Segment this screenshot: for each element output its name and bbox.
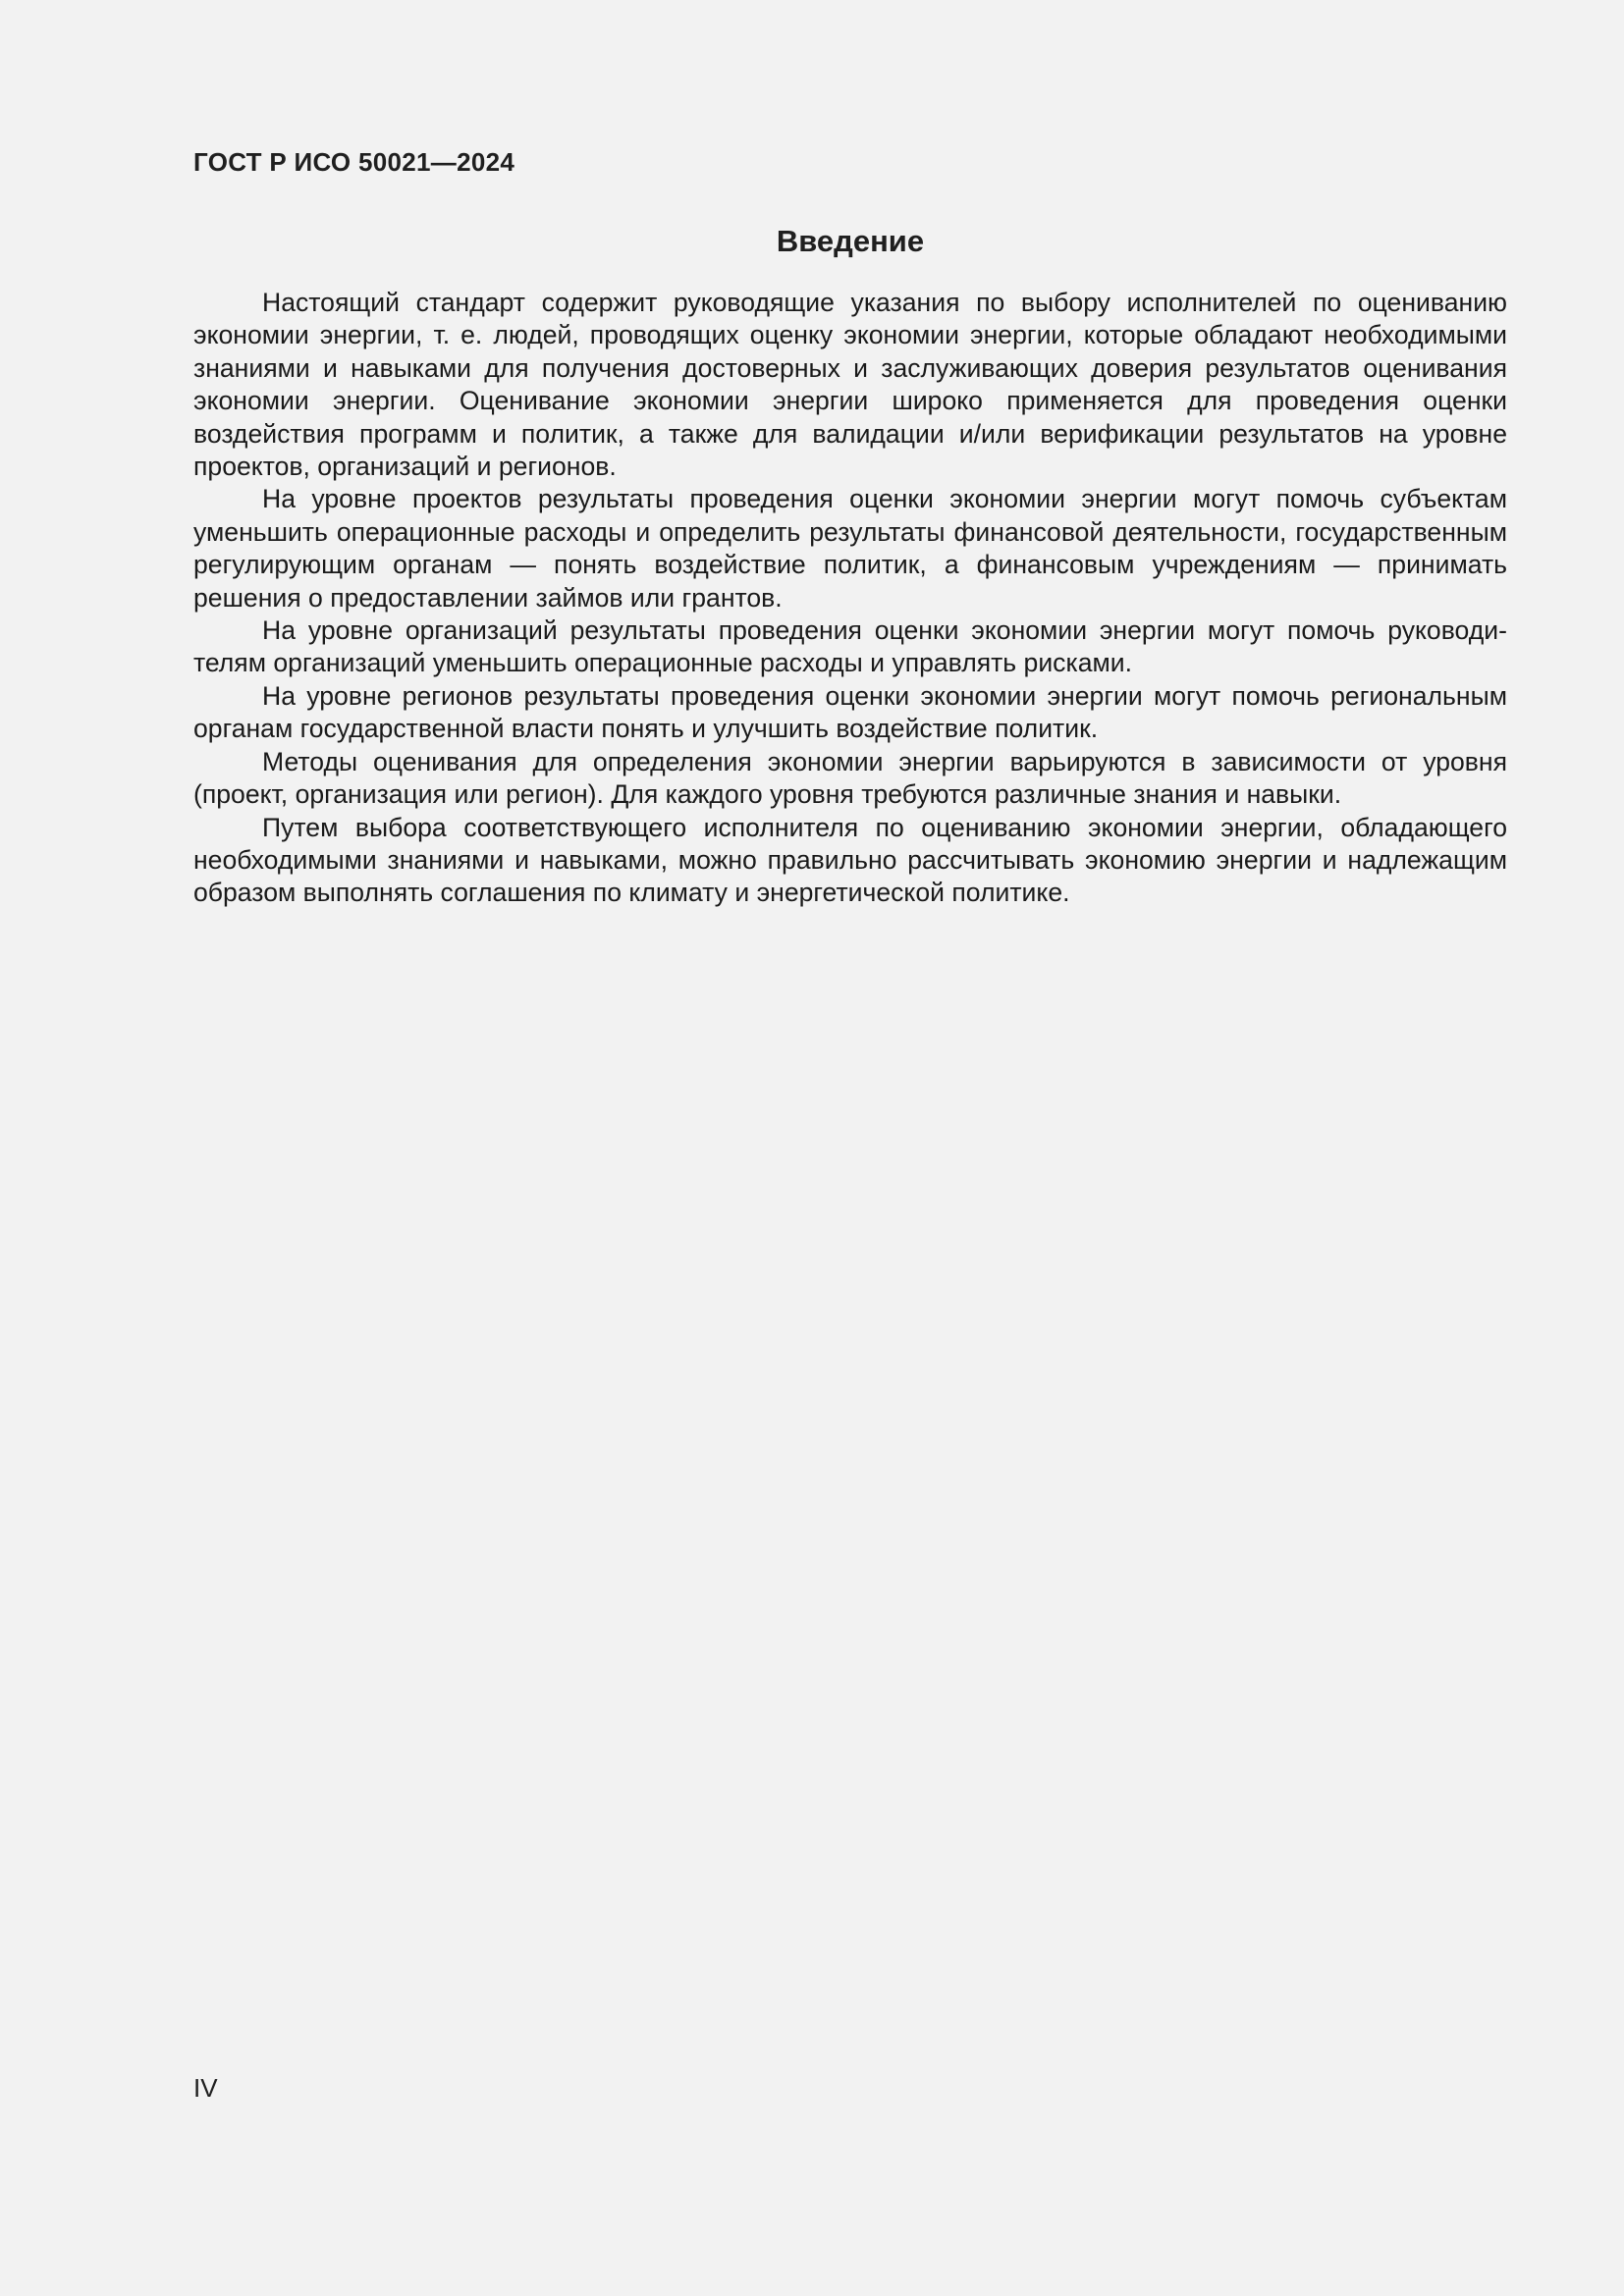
paragraph: Методы оценивания для определения экономии энергии варьируются в зависимости от уровня (проект, организация или регион). Для каждого уровня требуются различные знания и навыки. — [193, 746, 1507, 810]
page-number: IV — [193, 2073, 218, 2103]
section-title: Введение — [776, 224, 925, 258]
paragraph: На уровне организаций результаты проведения оценки экономии энергии могут помочь руководителям организаций уменьшить операционные расходы и управлять рисками. — [193, 615, 1507, 678]
section-body — [193, 287, 1507, 910]
paragraph: Путем выбора соответствующего исполнителя по оцениванию экономии энергии, обладающего необходимыми знаниями и навыками, можно правильно рассчитывать экономию энергии и надлежащим образом выполнять соглашения по климату и энергетической политике. — [193, 812, 1507, 908]
paragraph: На уровне регионов результаты проведения оценки экономии энергии могут помочь региональным органам государственной власти понять и улучшить воздействие политик. — [193, 680, 1507, 744]
document-code: ГОСТ Р ИСО 50021—2024 — [193, 147, 515, 177]
paragraph: На уровне проектов результаты проведения оценки экономии энергии могут помочь субъектам уменьшить операционные расходы и определить результаты финансовой деятельности, государственным регулирующим органам — понять воздействие политик, а финансовым учреждениям — принимать решения о предоставлении займов или грантов. — [193, 484, 1507, 613]
paragraph: Настоящий стандарт содержит руководящие указания по выбору исполнителей по оцениванию экономии энергии, т. е. людей, проводящих оценку экономии энергии, которые обладают необходимыми знаниями и навыками для получения достоверных и заслуживающих доверия результатов оценивания экономии энергии. Оценивание экономии энергии широко применяется для проведения оценки воздействия программ и политик, а также для валидации и/или верификации результатов на уровне проектов, организаций и регионов. — [193, 288, 1507, 482]
